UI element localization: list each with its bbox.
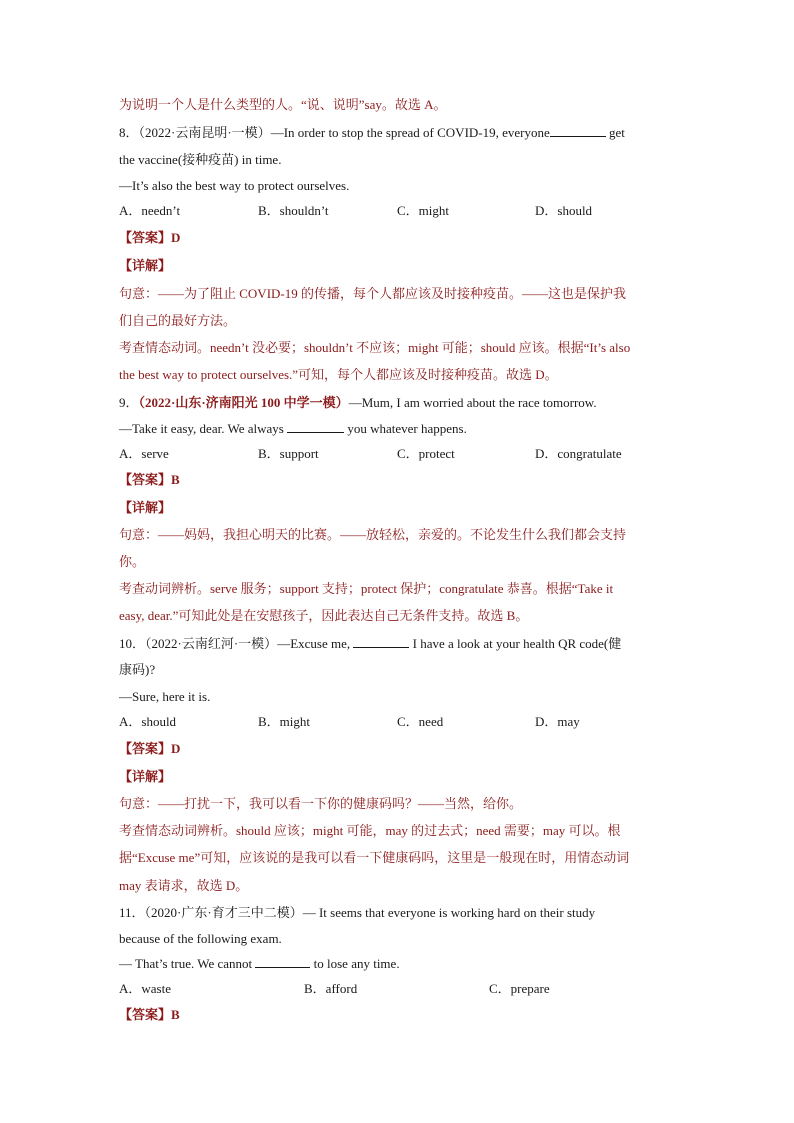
question-11-stem-line3: [119, 955, 400, 973]
question-10-stem-line2: 康码)?: [119, 662, 156, 677]
question-number: 9．: [119, 395, 139, 410]
question-source: （2022·山东·济南阳光 100 中学一模）: [138, 395, 349, 410]
detail-label: 【详解】: [119, 258, 172, 273]
detail-label: 【详解】: [119, 769, 172, 784]
question-11-stem-line2: because of the following exam.: [119, 931, 282, 946]
answer-label: 【答案】D: [119, 230, 181, 245]
meaning-text: 你。: [119, 554, 146, 569]
option-b: B．afford: [304, 981, 358, 996]
answer-label: 【答案】D: [119, 741, 181, 756]
question-9-stem-line2: [119, 420, 467, 438]
question-11-stem: [119, 904, 595, 922]
option-b: B．shouldn’t: [258, 203, 329, 218]
answer-blank: [287, 420, 344, 433]
option-c: C．protect: [397, 446, 455, 461]
question-8-stem: [119, 124, 625, 142]
option-c: C．need: [397, 714, 444, 729]
question-9-stem: [119, 394, 597, 412]
stem-text: —Excuse me,: [277, 636, 354, 651]
meaning-text: 句意：——为了阻止 COVID-19 的传播，每个人都应该及时接种疫苗。——这也是保护我: [119, 286, 626, 301]
stem-text: I have a look at your health QR code(健: [409, 636, 622, 651]
detail-label: 【详解】: [119, 500, 172, 515]
question-source: （2020·广东·育才三中二模）: [144, 905, 303, 920]
option-d: D．should: [535, 203, 593, 218]
option-b: B．might: [258, 714, 311, 729]
stem-text: you whatever happens.: [344, 421, 467, 436]
answer-blank: [255, 955, 310, 968]
prev-explanation-tail: 为说明一个人是什么类型的人。“说、说明”say。故选 A。: [119, 97, 447, 112]
analysis-text: easy, dear.”可知此处是在安慰孩子，因此表达自己无条件支持。故选 B。: [119, 608, 529, 623]
option-a: A．waste: [119, 981, 171, 996]
answer-blank: [550, 124, 606, 137]
analysis-text: 考查情态动词。needn’t 没必要；shouldn’t 不应该；might 可能；should 应该。根据“It’s also: [119, 340, 631, 355]
question-number: 11．: [119, 905, 145, 920]
option-a: A．should: [119, 714, 177, 729]
analysis-text: 据“Excuse me”可知，应该说的是我可以看一下健康码吗，这里是一般现在时，用情态动词: [119, 850, 630, 865]
stem-text: — It seems that everyone is working hard on their study: [302, 905, 596, 920]
answer-label: 【答案】B: [119, 472, 180, 487]
analysis-text: may 表请求，故选 D。: [119, 878, 249, 893]
answer-label: 【答案】B: [119, 1007, 180, 1022]
question-8-stem-line3: —It’s also the best way to protect ourselves.: [119, 178, 350, 193]
option-d: D．may: [535, 714, 580, 729]
question-10-stem-line3: —Sure, here it is.: [119, 689, 211, 704]
question-number: 8．: [119, 125, 139, 140]
stem-text: —Take it easy, dear. We always: [119, 421, 288, 436]
option-a: A．serve: [119, 446, 169, 461]
question-source: （2022·云南昆明·一模）: [138, 125, 271, 140]
option-a: A．needn’t: [119, 203, 181, 218]
stem-text: get: [605, 125, 625, 140]
meaning-text: 句意：——妈妈，我担心明天的比赛。——放轻松，亲爱的。不论发生什么我们都会支持: [119, 527, 627, 542]
stem-text: — That’s true. We cannot: [119, 956, 256, 971]
question-number: 10．: [119, 636, 146, 651]
meaning-text: 句意：——打扰一下，我可以看一下你的健康码吗？——当然，给你。: [119, 796, 523, 811]
option-d: D．congratulate: [535, 446, 622, 461]
option-c: C．prepare: [489, 981, 550, 996]
analysis-text: 考查动词辨析。serve 服务；support 支持；protect 保护；congratulate 恭喜。根据“Take it: [119, 581, 614, 596]
stem-text: —Mum, I am worried about the race tomorrow.: [348, 395, 597, 410]
analysis-text: 考查情态动词辨析。should 应该；might 可能，may 的过去式；need 需要；may 可以。根: [119, 823, 621, 838]
option-b: B．support: [258, 446, 319, 461]
option-c: C．might: [397, 203, 450, 218]
question-10-stem: [119, 635, 621, 653]
stem-text: to lose any time.: [310, 956, 400, 971]
stem-text: —In order to stop the spread of COVID-19, everyone: [270, 125, 550, 140]
analysis-text: the best way to protect ourselves.”可知，每个人都应该及时接种疫苗。故选 D。: [119, 367, 558, 382]
answer-blank: [353, 635, 409, 648]
question-source: （2022·云南红河·一模）: [145, 636, 278, 651]
question-8-stem-line2: the vaccine(接种疫苗) in time.: [119, 152, 282, 167]
meaning-text: 们自己的最好方法。: [119, 313, 237, 328]
